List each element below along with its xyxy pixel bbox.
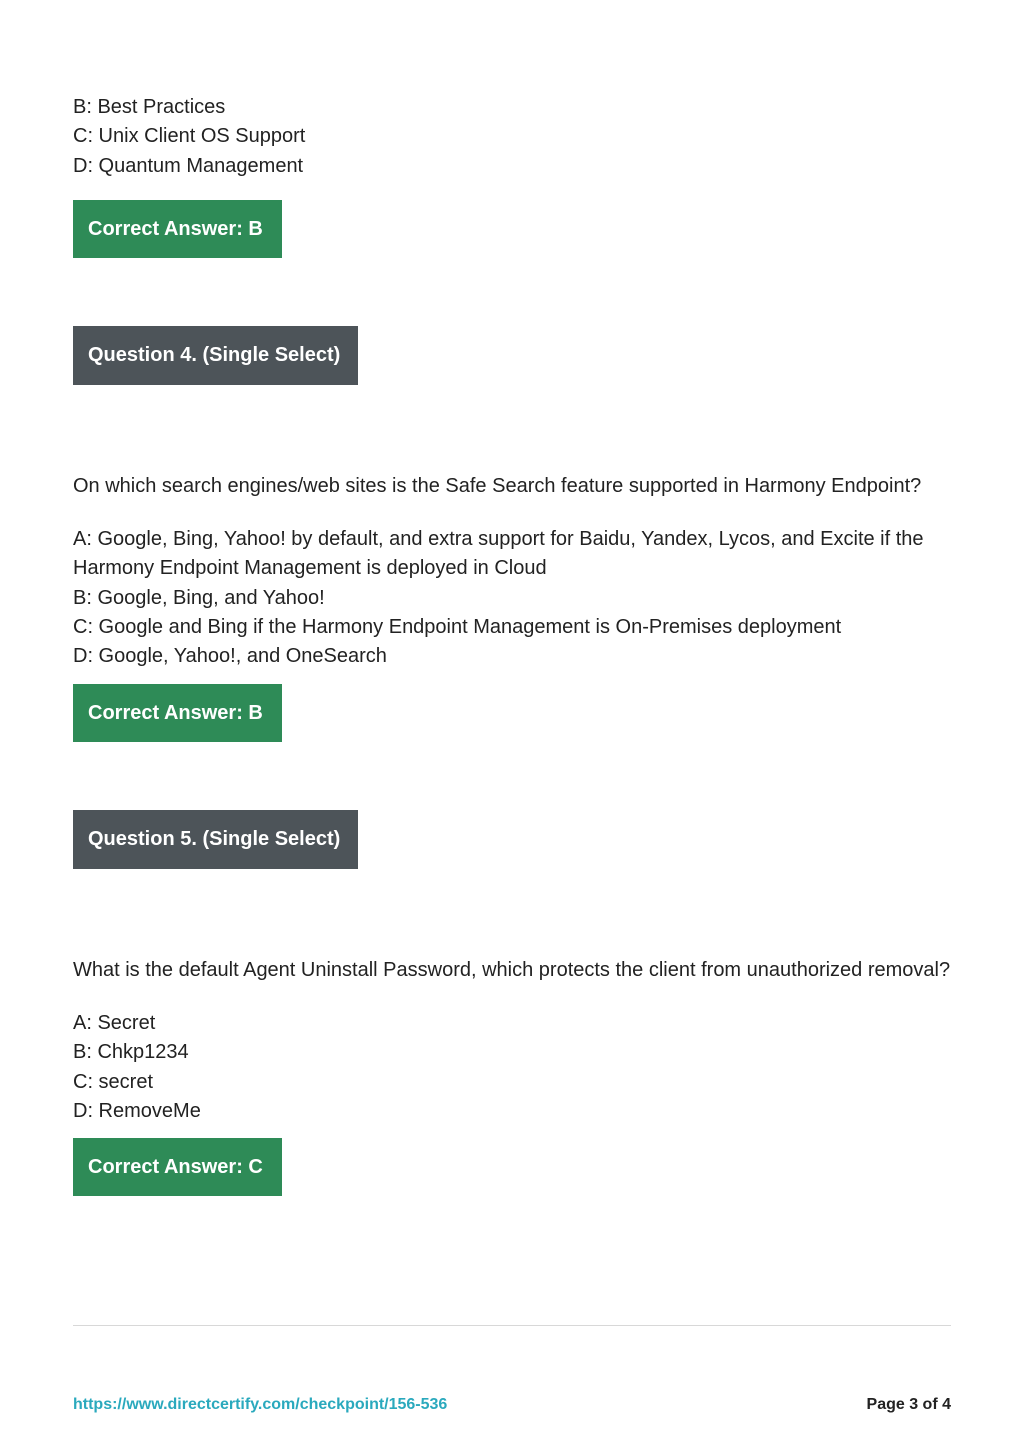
q4-header: Question 4. (Single Select) [73, 326, 358, 385]
q4-option-a: A: Google, Bing, Yahoo! by default, and extra support for Baidu, Yandex, Lycos, and Excite if the Harmony Endpoint Management is deployed in Cloud [73, 528, 924, 580]
page-content [73, 93, 963, 1196]
q4-question-text: On which search engines/web sites is the Safe Search feature supported in Harmony Endpoint? [73, 474, 922, 497]
q3-option-b: B: Best Practices [73, 96, 226, 118]
q5-option-a: A: Secret [73, 1011, 156, 1034]
q5-header: Question 5. (Single Select) [73, 810, 358, 869]
q3-option-d: D: Quantum Management [73, 154, 304, 177]
q5-option-d: D: RemoveMe [73, 1099, 201, 1122]
q5-option-c: C: secret [73, 1070, 154, 1093]
footer-divider [73, 1325, 951, 1326]
q4-option-b: B: Google, Bing, and Yahoo! [73, 586, 325, 609]
q3-option-c: C: Unix Client OS Support [73, 125, 306, 148]
q4-option-d: D: Google, Yahoo!, and OneSearch [73, 645, 387, 668]
q4-correct-answer: Correct Answer: B [73, 684, 282, 742]
q5-option-b: B: Chkp1234 [73, 1041, 189, 1064]
q3-correct-answer: Correct Answer: B [73, 200, 282, 258]
footer-url-link[interactable]: https://www.directcertify.com/checkpoint/156-536 [73, 1396, 448, 1413]
q5-correct-answer: Correct Answer: C [73, 1138, 282, 1196]
q4-option-c: C: Google and Bing if the Harmony Endpoint Management is On-Premises deployment [73, 616, 842, 639]
page-number: Page 3 of 4 [866, 1396, 951, 1413]
q5-question-text: What is the default Agent Uninstall Password, which protects the client from unauthorized removal? [73, 958, 951, 981]
